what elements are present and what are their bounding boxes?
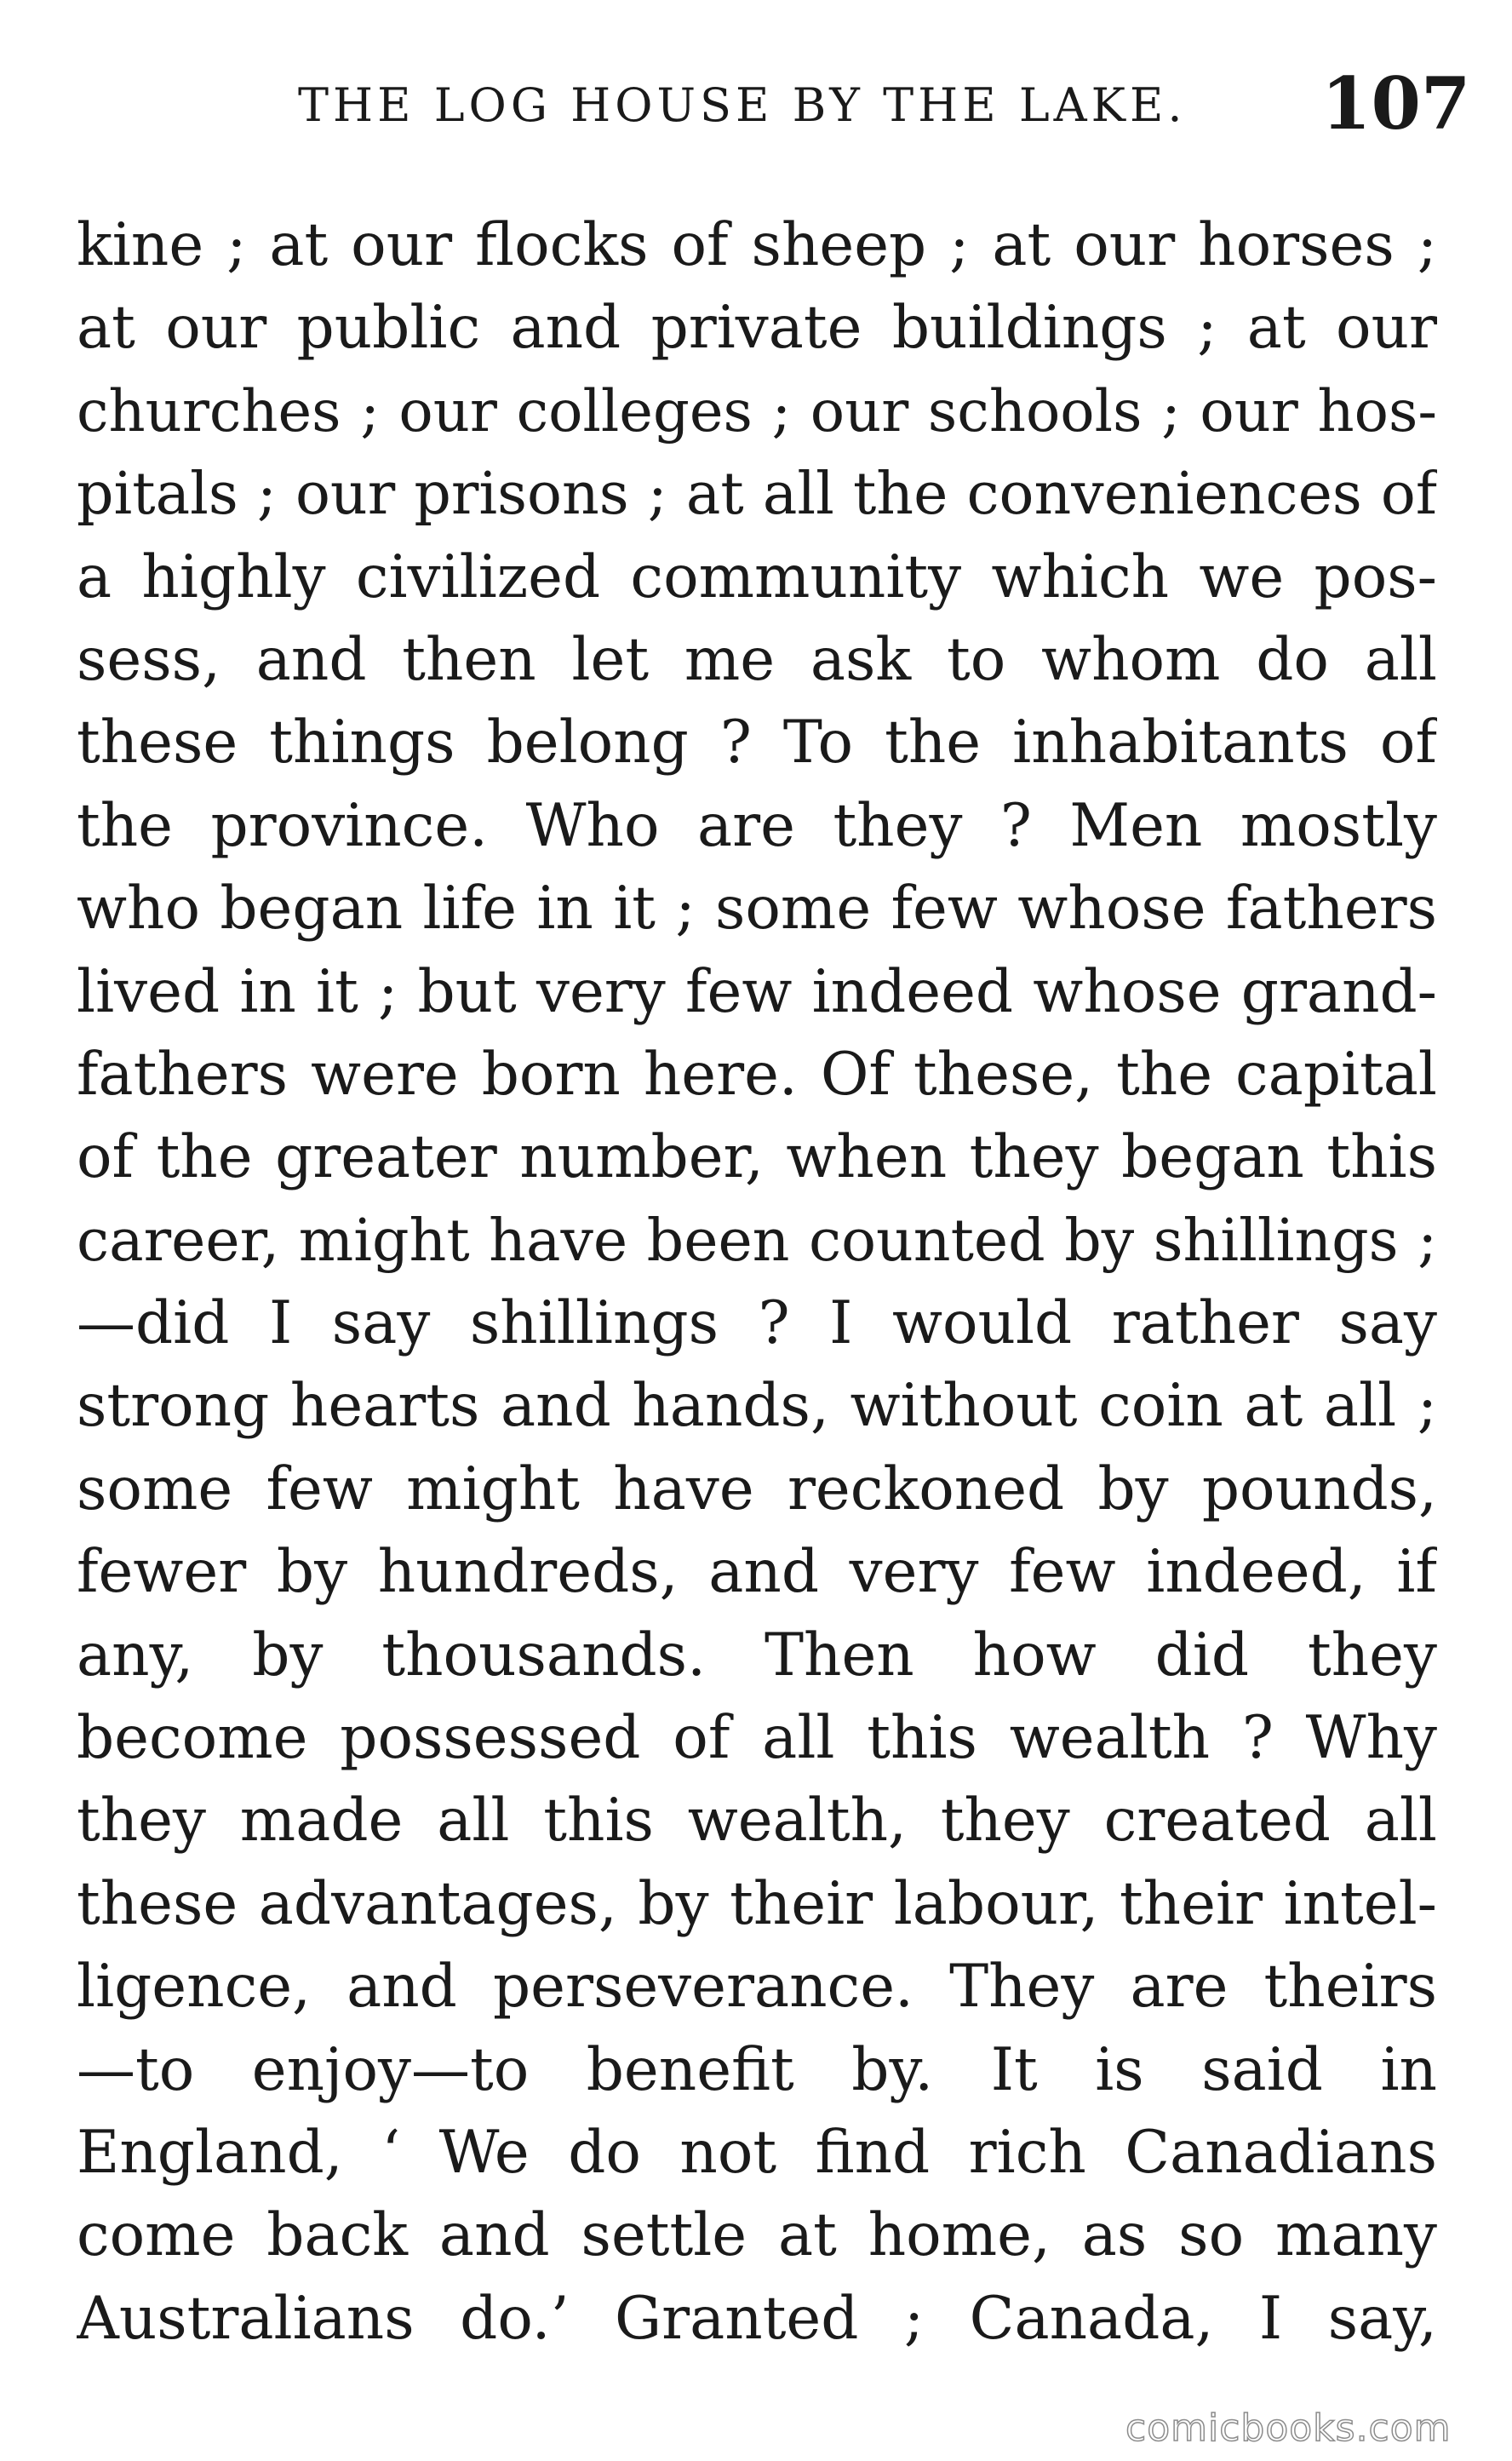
text-line: some few might have reckoned by pounds, [77,1454,1437,1523]
running-head-title: THE LOG HOUSE BY THE LAKE. [298,78,1187,132]
text-line: England, ‘ We do not find rich Canadians [77,2118,1437,2187]
page-number: 107 [1321,61,1471,146]
text-line: fathers were born here. Of these, the capital [77,1040,1437,1109]
text-line: at our public and private buildings ; at our [77,294,1437,363]
body-text [77,204,1437,2361]
text-line: come back and settle at home, as so many [77,2201,1437,2270]
text-line: these advantages, by their labour, their intel- [77,1869,1437,1938]
text-line: any, by thousands. Then how did they [77,1621,1437,1689]
text-line: become possessed of all this wealth ? Why [77,1704,1437,1773]
text-line: they made all this wealth, they created all [77,1787,1437,1856]
text-line: who began life in it ; some few whose fathers [77,875,1437,944]
text-line: a highly civilized community which we pos- [77,542,1437,611]
text-line: kine ; at our flocks of sheep ; at our horses ; [77,211,1437,279]
text-line: these things belong ? To the inhabitants of [77,708,1437,777]
text-line: strong hearts and hands, without coin at all ; [77,1372,1437,1441]
text-line: ligence, and perseverance. They are theirs [77,1953,1437,2022]
text-line: career, might have been counted by shillings ; [77,1207,1437,1275]
text-line: the province. Who are they ? Men mostly [77,791,1437,860]
watermark: comicbooks.com [1125,2407,1452,2450]
text-line: of the greater number, when they began this [77,1123,1437,1192]
text-line: —to enjoy—to benefit by. It is said in [77,2035,1437,2104]
text-line: Australians do.’ Granted ; Canada, I say, [77,2284,1437,2353]
text-line: lived in it ; but very few indeed whose grand- [77,957,1437,1026]
text-line: churches ; our colleges ; our schools ; our hos- [77,377,1437,445]
text-line: —did I say shillings ? I would rather say [77,1289,1437,1358]
text-line: pitals ; our prisons ; at all the conveniences of [77,461,1437,529]
text-line: fewer by hundreds, and very few indeed, if [77,1538,1437,1607]
text-line: sess, and then let me ask to whom do all [77,625,1437,694]
